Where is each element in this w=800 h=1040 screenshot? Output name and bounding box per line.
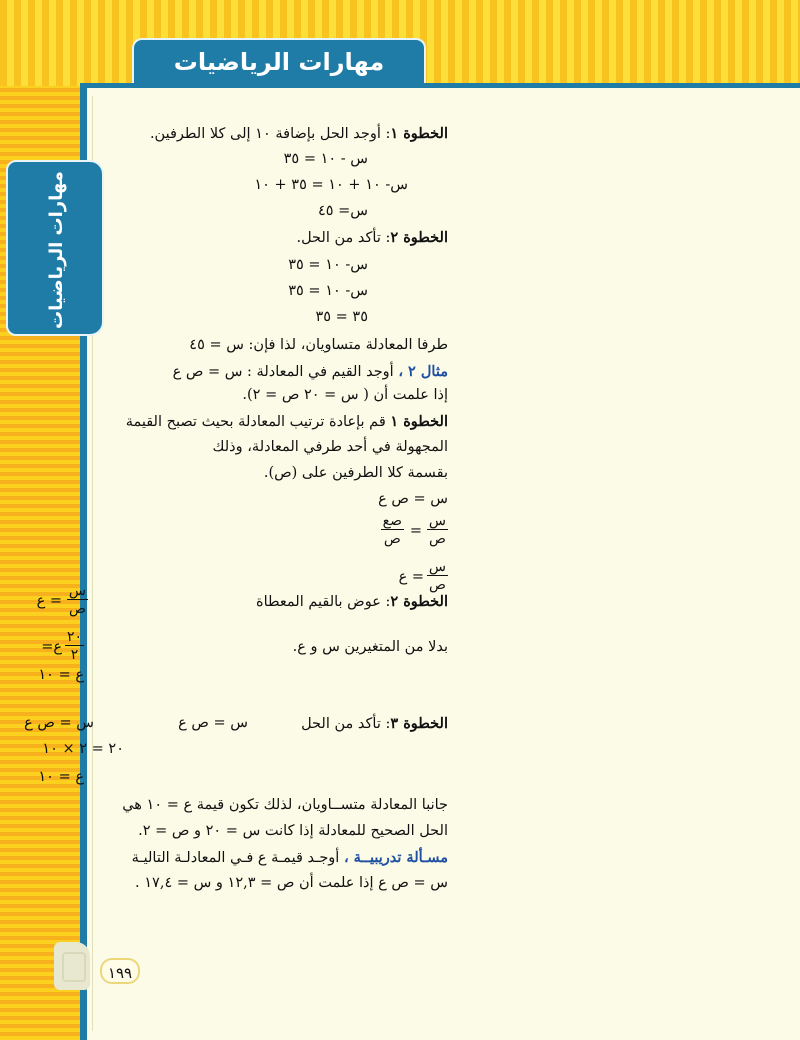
conclusion-line: جانبا المعادلة متســاويان، لذلك تكون قيمة ع = ١٠ هي [122,797,448,813]
step1-line [150,125,448,142]
practice-line: س = ص ع إذا علمت أن ص = ١٢,٣ و س = ١٧,٤ . [135,875,448,891]
side-tab [6,160,104,336]
practice-line [132,849,448,866]
equation: ع = ١٠ [38,769,84,785]
ex-step3-text: : تأكد من الحل [301,716,391,732]
practice-label: مسـألة تدريبيــة ، [343,849,448,866]
ex-step2-label: الخطوة ٢ [390,593,448,610]
book-icon [54,942,90,990]
given-line: إذا علمت أن ( س = ٢٠ ص = ٢). [242,387,448,403]
equation: = ع [398,569,424,585]
practice-text: أوجـد قيمـة ع فـي المعادلـة التاليـة [131,850,344,866]
ex-step3-label: الخطوة ٣ [390,715,448,732]
equation: ٣٥ = ٣٥ [315,309,368,325]
equation: ع = ١٠ [38,667,84,683]
example-line [173,363,448,380]
ex-step2-text: : عوض بالقيم المعطاة [256,594,391,610]
text-line: بقسمة كلا الطرفين على (ص). [263,465,448,481]
ex-step1-text: قم بإعادة ترتيب المعادلة بحيث تصبح القيمة [125,414,391,430]
ex-step3-line [301,715,448,732]
equation: س= ٤٥ [317,203,368,219]
equation: س- ١٠ + ١٠ = ٣٥ + ١٠ [254,177,408,193]
example-label: مثال ٢ ، [398,363,448,380]
equation: س = ص ع [378,491,448,507]
side-tab-label: مهارات الرياضيات [46,171,67,329]
equals-sign: = [409,523,422,539]
step1-text: : أوجد الحل بإضافة ١٠ إلى كلا الطرفين. [149,126,391,142]
equation: س = ص ع [24,715,94,731]
step1-label: الخطوة ١ [390,125,448,142]
step2-text: : تأكد من الحل. [296,230,391,246]
step2-label: الخطوة ٢ [390,229,448,246]
equation: س - ١٠ = ٣٥ [283,151,368,167]
example-text: أوجد القيم في المعادلة : س = ص ع [172,364,399,380]
equation: = ع [36,593,62,609]
ex-step1-label: الخطوة ١ [390,413,448,430]
conclusion-line: طرفا المعادلة متساويان، لذا فإن: س = ٤٥ [189,337,448,353]
page-number: ١٩٩ [100,958,140,984]
text-line: بدلا من المتغيرين س و ع. [292,639,448,655]
step2-line [296,229,448,246]
equation: س- ١٠ = ٣٥ [288,283,368,299]
ex-step1-line [126,413,448,430]
fraction: س ص [68,583,86,617]
equation: ٢٠ = ٢ × ١٠ [42,741,124,757]
equation: س- ١٠ = ٣٥ [288,257,368,273]
equation: س = ص ع [178,715,248,731]
text-line: المجهولة في أحد طرفي المعادلة، وذلك [212,439,448,455]
ex-step2-line [256,593,448,610]
fraction: صع ص [382,513,402,547]
fraction: س ص [428,559,446,593]
fraction: س ص [428,513,446,547]
chapter-header-tab [132,38,426,84]
equation: ع= [41,639,62,655]
chapter-header-title: مهارات الرياضيات [173,48,385,76]
fraction: ٢٠ ٢ [66,629,82,663]
conclusion-line: الحل الصحيح للمعادلة إذا كانت س = ٢٠ و ص = ٢. [138,823,448,839]
